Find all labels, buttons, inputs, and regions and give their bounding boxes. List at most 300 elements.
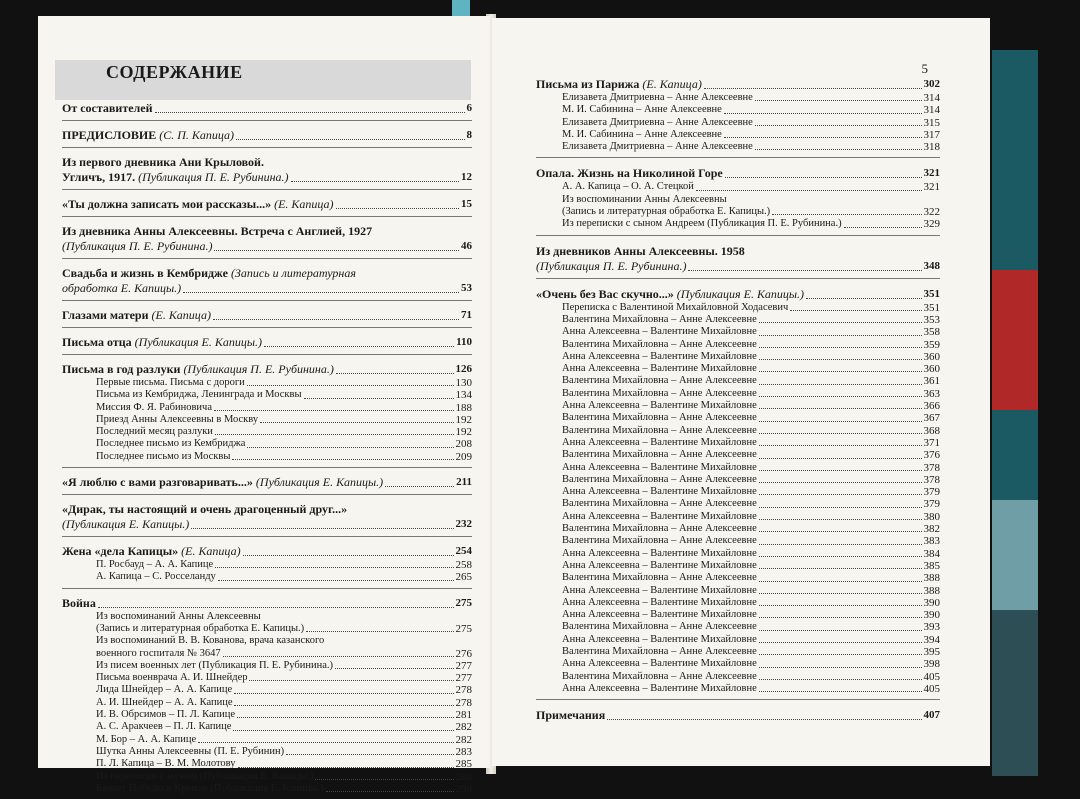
page-ref: 188 xyxy=(455,401,472,414)
page-ref: 361 xyxy=(923,375,940,388)
toc-entry[interactable] xyxy=(536,621,940,633)
entry-title xyxy=(562,412,757,424)
entry-title xyxy=(562,609,757,621)
dot-leader xyxy=(759,642,922,643)
page-ref: 388 xyxy=(923,584,940,597)
dot-leader xyxy=(759,605,922,606)
page-ref: 281 xyxy=(455,709,472,722)
entry-title xyxy=(562,560,757,572)
entry-credit: (Е. Капица) xyxy=(271,197,334,211)
entry-title xyxy=(96,697,232,709)
entry-title xyxy=(62,308,211,323)
entry-title xyxy=(536,166,723,181)
dot-leader xyxy=(755,100,922,101)
toc-entry[interactable] xyxy=(62,377,472,389)
toc-entry[interactable] xyxy=(536,548,940,560)
toc-entry[interactable] xyxy=(536,523,940,535)
entry-title xyxy=(562,314,757,326)
toc-entry[interactable] xyxy=(62,414,472,426)
entry-title-text: (Запись и литературная обработка Е. Капицы.) xyxy=(96,622,305,634)
page-ref: 254 xyxy=(455,545,472,558)
toc-heading[interactable] xyxy=(62,155,472,170)
dot-leader xyxy=(759,679,922,680)
page-ref: 192 xyxy=(455,413,472,426)
toc-heading[interactable] xyxy=(62,197,472,212)
entry-credit: (Публикация Е. Капицы.) xyxy=(252,475,384,490)
entry-title-text: «Очень без Вас скучно...» xyxy=(536,286,674,301)
toc-heading[interactable] xyxy=(536,166,940,181)
page-ref: 6 xyxy=(466,102,472,114)
dot-leader xyxy=(704,88,922,89)
entry-title xyxy=(96,672,247,684)
toc-entry[interactable] xyxy=(62,571,472,583)
page-ref: 277 xyxy=(455,659,472,672)
toc-entry[interactable] xyxy=(62,697,472,709)
page-ref: 367 xyxy=(923,412,940,425)
entry-title-text: Валентина Михайловна – Анне Алексеевне xyxy=(562,313,757,325)
toc-heading[interactable] xyxy=(62,544,472,559)
page-ref: 368 xyxy=(923,424,940,437)
toc-entry[interactable] xyxy=(62,389,472,401)
toc-entry[interactable] xyxy=(62,451,472,463)
toc-entry[interactable] xyxy=(62,402,472,414)
page-ref: 394 xyxy=(923,633,940,646)
dot-leader xyxy=(759,347,922,348)
entry-title xyxy=(62,224,372,238)
entry-title xyxy=(562,129,722,141)
toc-entry[interactable] xyxy=(62,623,472,635)
entry-title xyxy=(62,544,241,559)
entry-title xyxy=(96,660,333,672)
toc-heading[interactable] xyxy=(536,244,940,259)
entry-title xyxy=(62,266,356,280)
entry-title-text: Примечания xyxy=(536,708,606,723)
toc-section xyxy=(62,301,472,328)
toc-section xyxy=(62,468,472,495)
dot-leader xyxy=(218,580,454,581)
toc-section xyxy=(62,328,472,355)
toc-entry[interactable] xyxy=(536,129,940,141)
entry-title-text: Лида Шнейдер – А. А. Капице xyxy=(96,684,233,696)
dot-leader xyxy=(759,458,922,459)
dot-leader xyxy=(243,555,454,556)
page-ref: 384 xyxy=(923,547,940,560)
page-ref: 314 xyxy=(923,92,940,104)
cover-light-stripe xyxy=(992,500,1038,610)
entry-title xyxy=(562,218,842,230)
page-ref: 351 xyxy=(923,301,940,314)
dot-leader xyxy=(759,617,922,618)
entry-title-text: «Дирак, ты настоящий и очень драгоценный друг...» xyxy=(62,502,348,517)
dot-leader xyxy=(844,227,922,228)
page-ref: 378 xyxy=(923,461,940,474)
entry-title-text: Угличъ, 1917. xyxy=(62,170,136,184)
entry-title-text: Война xyxy=(62,595,96,610)
dot-leader xyxy=(759,335,922,336)
dot-leader xyxy=(236,139,464,140)
entry-credit: (Е. Капица) xyxy=(639,77,702,91)
dot-leader xyxy=(759,654,922,655)
toc-entry[interactable] xyxy=(536,181,940,193)
toc-heading[interactable] xyxy=(62,362,472,377)
page-ref: 380 xyxy=(923,510,940,523)
entry-credit: (Публикация Е. Капицы.) xyxy=(131,335,262,349)
toc-heading[interactable] xyxy=(536,259,940,274)
dot-leader xyxy=(759,531,922,532)
entry-title-text: Анна Алексеевна – Валентине Михайловне xyxy=(562,658,757,670)
toc-heading[interactable] xyxy=(536,77,940,92)
entry-title xyxy=(96,623,304,635)
entry-title-text: Анна Алексеевна – Валентине Михайловне xyxy=(562,363,757,375)
toc-entry[interactable] xyxy=(62,758,472,770)
dot-leader xyxy=(759,322,922,323)
entry-title xyxy=(96,559,213,571)
toc-section xyxy=(62,495,472,537)
toc-entry[interactable] xyxy=(536,671,940,683)
toc-heading[interactable] xyxy=(62,308,472,323)
dot-leader xyxy=(688,270,921,271)
entry-title-text: П. Л. Капица – В. М. Молотову xyxy=(96,758,236,770)
dot-leader xyxy=(155,112,465,113)
entry-title xyxy=(562,375,757,387)
entry-title xyxy=(562,634,757,646)
toc-entry[interactable] xyxy=(62,746,472,758)
entry-title-text: (Запись и литературная обработка Е. Капицы.) xyxy=(562,206,771,218)
page-ref: 360 xyxy=(923,350,940,363)
entry-title xyxy=(562,141,753,153)
toc-entry[interactable] xyxy=(536,486,940,498)
toc-heading[interactable] xyxy=(62,128,472,143)
page-number: 5 xyxy=(921,61,928,76)
entry-title xyxy=(96,438,245,450)
page-ref: 258 xyxy=(455,559,472,572)
dot-leader xyxy=(607,719,921,720)
toc-entry[interactable] xyxy=(536,412,940,424)
entry-title-text: Валентина Михайловна – Анне Алексеевне xyxy=(562,338,757,350)
dot-leader xyxy=(306,631,453,632)
entry-title xyxy=(96,648,221,660)
entry-title-text: Анна Алексеевна – Валентине Михайловне xyxy=(562,510,757,522)
toc-entry[interactable] xyxy=(62,672,472,684)
toc-entry[interactable] xyxy=(536,117,940,129)
entry-credit: (Публикация П. Е. Рубинина.) xyxy=(135,170,289,184)
page-ref: 302 xyxy=(923,78,940,90)
entry-title-text: Переписка с Валентиной Михайловной Ходасевич xyxy=(562,301,789,313)
page-ref: 53 xyxy=(461,282,472,294)
entry-title-text: Из дневников Анны Алексеевны. 1958 xyxy=(536,243,745,258)
page-ref: 283 xyxy=(455,745,472,758)
dot-leader xyxy=(223,656,454,657)
entry-title-text: Из воспоминаний В. В. Кованова, врача казанского xyxy=(96,635,325,647)
entry-title xyxy=(96,746,284,758)
entry-title-text: Анна Алексеевна – Валентине Михайловне xyxy=(562,682,757,694)
entry-title-text: Анна Алексеевна – Валентине Михайловне xyxy=(562,486,757,498)
entry-title xyxy=(562,671,757,683)
toc-entry[interactable] xyxy=(536,560,940,572)
dot-leader xyxy=(790,310,921,311)
toc-entry[interactable] xyxy=(536,658,940,670)
toc-entry[interactable] xyxy=(536,498,940,510)
toc-entry[interactable] xyxy=(536,609,940,621)
toc-entry[interactable] xyxy=(536,363,940,375)
toc-entry[interactable] xyxy=(536,218,940,230)
page-ref: 405 xyxy=(923,682,940,695)
entry-title-text: ПРЕДИСЛОВИЕ xyxy=(62,128,157,142)
toc-heading[interactable] xyxy=(62,335,472,350)
page-ref: 318 xyxy=(923,141,940,154)
entry-title xyxy=(96,758,236,770)
entry-title-text: Банкет Победы в Кремле (Публикация Е. Капицы.) xyxy=(96,782,324,794)
entry-title-text: Письма из Парижа xyxy=(536,77,640,91)
toc-entry[interactable] xyxy=(536,92,940,104)
entry-title xyxy=(96,402,212,414)
entry-title-text: А. И. Шнейдер – А. А. Капице xyxy=(96,696,233,708)
toc-entry[interactable] xyxy=(536,339,940,351)
entry-title xyxy=(96,389,302,401)
entry-title-text: Письма из Кембриджа, Ленинграда и Москвы xyxy=(96,389,302,401)
entry-title-text: Последний месяц разлуки xyxy=(96,426,213,438)
page-ref: 211 xyxy=(456,476,472,489)
page-ref: 407 xyxy=(923,709,940,722)
toc-section xyxy=(536,158,940,235)
toc-entry[interactable] xyxy=(536,314,940,326)
toc-entry[interactable] xyxy=(62,721,472,733)
entry-title-text: Анна Алексеевна – Валентине Михайловне xyxy=(562,609,757,621)
dot-leader xyxy=(336,208,459,209)
entry-title-text: Свадьба и жизнь в Кембридже xyxy=(62,266,228,280)
page-ref: 383 xyxy=(923,535,940,548)
entry-title xyxy=(96,635,324,646)
entry-title xyxy=(96,451,230,463)
dot-leader xyxy=(759,445,922,446)
entry-title xyxy=(562,523,757,535)
toc-entry[interactable] xyxy=(536,375,940,387)
toc-entry[interactable] xyxy=(536,572,940,584)
toc-entry[interactable] xyxy=(62,709,472,721)
page-ref: 278 xyxy=(455,684,472,697)
entry-title xyxy=(96,571,216,583)
entry-title xyxy=(562,572,757,584)
toc-entry[interactable] xyxy=(62,426,472,438)
page-ref: 360 xyxy=(923,363,940,376)
entry-title xyxy=(62,128,234,143)
entry-title xyxy=(562,425,757,437)
toc-entry[interactable] xyxy=(62,734,472,746)
page-ref: 358 xyxy=(923,326,940,339)
page-ref: 314 xyxy=(923,104,940,117)
page-ref: 398 xyxy=(923,658,940,671)
page-ref: 351 xyxy=(923,287,940,300)
entry-title xyxy=(62,475,383,490)
toc-entry[interactable] xyxy=(62,635,472,647)
dot-leader xyxy=(335,668,454,669)
toc-entry[interactable] xyxy=(536,597,940,609)
entry-title xyxy=(562,388,757,400)
entry-credit: (Публикация П. Е. Рубинина.) xyxy=(180,362,334,376)
dot-leader xyxy=(315,779,453,780)
toc-entry[interactable] xyxy=(536,302,940,314)
toc-entry[interactable] xyxy=(62,783,472,795)
dot-leader xyxy=(759,371,922,372)
entry-title-text: Из переписки с сыном Андреем (Публикация П. Е. Рубинина.) xyxy=(562,218,842,230)
entry-title-text: Письма в год разлуки xyxy=(62,362,181,376)
entry-title-text: Валентина Михайловна – Анне Алексеевне xyxy=(562,473,757,485)
entry-title-text: М. Бор – А. А. Капице xyxy=(96,733,197,745)
entry-title xyxy=(62,517,189,532)
entry-title-text: Анна Алексеевна – Валентине Михайловне xyxy=(562,436,757,448)
dot-leader xyxy=(755,125,922,126)
toc-entry[interactable] xyxy=(536,646,940,658)
dot-leader xyxy=(233,730,453,731)
toc-heading[interactable] xyxy=(62,475,472,490)
page-ref: 405 xyxy=(923,670,940,683)
page-ref: 385 xyxy=(923,559,940,572)
toc-entry[interactable] xyxy=(536,388,940,400)
dot-leader xyxy=(724,113,922,114)
entry-title-text: П. Росбауд – А. А. Капице xyxy=(96,559,214,571)
entry-title-text: Валентина Михайловна – Анне Алексеевне xyxy=(562,535,757,547)
entry-title xyxy=(562,92,753,104)
entry-title-text: Валентина Михайловна – Анне Алексеевне xyxy=(562,572,757,584)
toc-heading[interactable] xyxy=(62,101,472,116)
toc-entry[interactable] xyxy=(536,400,940,412)
page-ref: 126 xyxy=(455,363,472,375)
dot-leader xyxy=(759,568,922,569)
toc-entry[interactable] xyxy=(536,585,940,597)
toc-entry[interactable] xyxy=(536,326,940,338)
entry-title xyxy=(562,683,757,695)
toc-entry[interactable] xyxy=(536,437,940,449)
right-page xyxy=(492,18,990,766)
page-ref: 322 xyxy=(923,206,940,219)
page-ref: 321 xyxy=(923,167,940,180)
entry-title xyxy=(62,101,153,116)
toc-entry[interactable] xyxy=(536,449,940,461)
dot-leader xyxy=(247,447,453,448)
entry-credit: (Публикация П. Е. Рубинина.) xyxy=(536,258,687,273)
toc-entry[interactable] xyxy=(62,438,472,450)
dot-leader xyxy=(237,717,453,718)
entry-title xyxy=(96,426,213,438)
entry-title-text: Опала. Жизнь на Николиной Горе xyxy=(536,166,723,181)
toc-entry[interactable] xyxy=(536,634,940,646)
page-ref: 321 xyxy=(923,181,940,194)
toc-heading[interactable] xyxy=(536,287,940,302)
toc-entry[interactable] xyxy=(536,104,940,116)
toc-section xyxy=(62,259,472,301)
toc-entry[interactable] xyxy=(536,511,940,523)
entry-title-text: Валентина Михайловна – Анне Алексеевне xyxy=(562,498,757,510)
page-ref: 363 xyxy=(923,387,940,400)
entry-title xyxy=(562,658,757,670)
page-ref: 265 xyxy=(455,571,472,584)
entry-credit: (Запись и литературная xyxy=(227,266,356,280)
entry-title xyxy=(562,194,727,205)
toc-entry[interactable] xyxy=(62,771,472,783)
entry-title xyxy=(562,181,694,193)
toc-entry[interactable] xyxy=(536,141,940,153)
toc-heading[interactable] xyxy=(62,517,472,532)
entry-title-text: Анна Алексеевна – Валентине Михайловне xyxy=(562,633,757,645)
page-ref: 382 xyxy=(923,523,940,536)
entry-title xyxy=(562,437,757,449)
toc-entry[interactable] xyxy=(62,684,472,696)
dot-leader xyxy=(696,190,922,191)
toc-heading[interactable] xyxy=(62,170,472,185)
entry-title xyxy=(96,721,231,733)
entry-title xyxy=(62,155,264,169)
page-ref: 232 xyxy=(455,518,472,531)
entry-credit: (С. П. Капица) xyxy=(156,128,235,142)
page-ref: 15 xyxy=(461,198,472,210)
toc-heading[interactable] xyxy=(62,266,472,281)
toc-entry[interactable] xyxy=(536,351,940,363)
toc-entry[interactable] xyxy=(536,683,940,695)
entry-title xyxy=(62,170,289,185)
dot-leader xyxy=(260,422,453,423)
page-ref: 12 xyxy=(461,171,472,183)
toc-heading[interactable] xyxy=(62,596,472,611)
cover-red-stripe xyxy=(992,270,1038,410)
toc-entry[interactable] xyxy=(62,611,472,623)
entry-title-text: Из первого дневника Ани Крыловой. xyxy=(62,155,264,169)
entry-title xyxy=(562,449,757,461)
page-ref: 388 xyxy=(923,572,940,585)
toc-heading[interactable] xyxy=(62,224,472,239)
toc-entry[interactable] xyxy=(536,535,940,547)
dot-leader xyxy=(98,607,454,608)
toc-entry[interactable] xyxy=(536,462,940,474)
toc-entry[interactable] xyxy=(536,425,940,437)
toc-heading[interactable] xyxy=(536,708,940,723)
entry-title-text: Миссия Ф. Я. Рабиновича xyxy=(96,401,212,413)
toc-left xyxy=(62,101,472,799)
toc-heading[interactable] xyxy=(62,281,472,296)
dot-leader xyxy=(759,581,922,582)
toc-entry[interactable] xyxy=(62,648,472,660)
dot-leader xyxy=(232,459,453,460)
entry-title-text: Анна Алексеевна – Валентине Михайловне xyxy=(562,547,757,559)
dot-leader xyxy=(215,434,454,435)
entry-title-text: Анна Алексеевна – Валентине Михайловне xyxy=(562,596,757,608)
entry-title xyxy=(62,502,347,516)
toc-entry[interactable] xyxy=(62,559,472,571)
toc-section xyxy=(62,217,472,259)
entry-title-text: Анна Алексеевна – Валентине Михайловне xyxy=(562,326,757,338)
toc-entry[interactable] xyxy=(62,660,472,672)
entry-title-text: М. И. Сабинина – Анне Алексеевне xyxy=(562,128,722,140)
entry-title xyxy=(562,206,770,218)
dot-leader xyxy=(213,319,459,320)
entry-title xyxy=(562,597,757,609)
toc-section xyxy=(62,589,472,799)
dot-leader xyxy=(772,214,921,215)
toc-heading[interactable] xyxy=(62,502,472,517)
toc-entry[interactable] xyxy=(536,206,940,218)
dot-leader xyxy=(725,177,922,178)
toc-entry[interactable] xyxy=(536,194,940,206)
dot-leader xyxy=(755,149,922,150)
entry-title xyxy=(536,77,702,92)
entry-title-text: военного госпиталя № 3647 xyxy=(96,647,221,659)
toc-heading[interactable] xyxy=(62,239,472,254)
toc-entry[interactable] xyxy=(536,474,940,486)
entry-title-text: И. В. Обрсимов – П. Л. Капице xyxy=(96,709,236,721)
cover-dark-stripe xyxy=(992,610,1038,776)
entry-title-text: Елизавета Дмитриевна – Анне Алексеевне xyxy=(562,116,753,128)
dot-leader xyxy=(759,494,922,495)
entry-title-text: Последнее письмо из Кембриджа xyxy=(96,438,246,450)
